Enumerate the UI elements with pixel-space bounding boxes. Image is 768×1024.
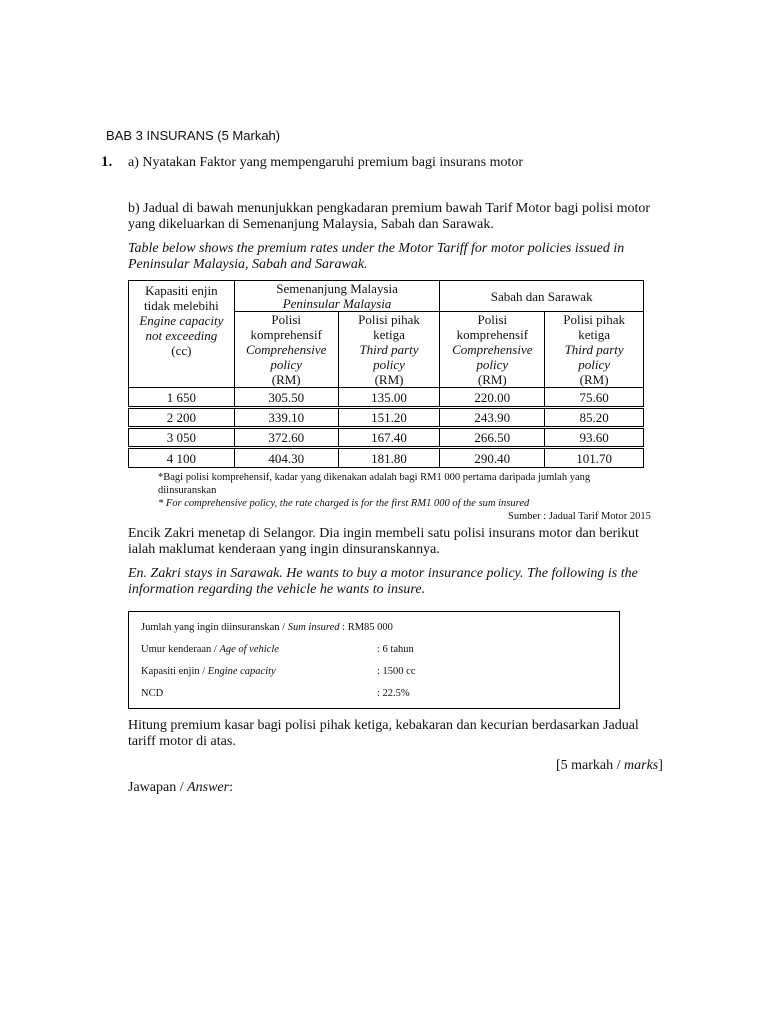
sabah-sarawak-comprehensive-header: Polisi komprehensif Comprehensive policy (RM) xyxy=(440,312,545,388)
instruction: Hitung premium kasar bagi polisi pihak ketiga, kebakaran dan kecurian berdasarkan Jadual tariff motor di atas. xyxy=(128,718,639,749)
engine-capacity-header: Kapasiti enjin tidak melebihi Engine capacity not exceeding (cc) xyxy=(129,281,235,388)
table-row: 2 200 339.10 151.20 243.90 85.20 xyxy=(129,408,644,428)
peninsular-header: Semenanjung Malaysia Peninsular Malaysia xyxy=(234,281,440,312)
sabah-sarawak-third-party-header: Polisi pihak ketiga Third party policy (RM) xyxy=(545,312,644,388)
table-row: 4 100 404.30 181.80 290.40 101.70 xyxy=(129,448,644,468)
part-b-intro-ms: b) Jadual di bawah menunjukkan pengkadaran premium bawah Tarif Motor bagi polisi motor yang dikeluarkan di Semenanjung Malaysia, Sabah dan Sarawak. xyxy=(128,201,651,232)
scenario-ms: Encik Zakri menetap di Selangor. Dia ingin membeli satu polisi insurans motor dan berikut ialah maklumat kenderaan yang ingin dinsuranskannya. xyxy=(128,526,639,557)
scenario-en: En. Zakri stays in Sarawak. He wants to buy a motor insurance policy. The following is the information regarding the vehicle he wants to insure. xyxy=(128,566,638,597)
marks-label: [5 markah / marks] xyxy=(556,758,663,773)
vehicle-info-box: Jumlah yang ingin diinsuranskan / Sum insured : RM85 000 Umur kenderaan / Age of vehicle : 6 tahun Kapasiti enjin / Engine capacity : 1500 cc NCD : 22.5% xyxy=(128,611,620,709)
table-row: 3 050 372.60 167.40 266.50 93.60 xyxy=(129,428,644,448)
answer-label: Jawapan / Answer: xyxy=(128,780,233,795)
footnote-ms: *Bagi polisi komprehensif, kadar yang dikenakan adalah bagi RM1 000 pertama daripada jumlah yang diinsuranskan xyxy=(158,472,591,496)
part-a-question: a) Nyatakan Faktor yang mempengaruhi premium bagi insurans motor xyxy=(128,155,524,170)
table-row: 1 650 305.50 135.00 220.00 75.60 xyxy=(129,388,644,408)
peninsular-comprehensive-header: Polisi komprehensif Comprehensive policy (RM) xyxy=(234,312,338,388)
sabah-sarawak-header: Sabah dan Sarawak xyxy=(440,281,644,312)
section-heading: BAB 3 INSURANS (5 Markah) xyxy=(106,128,281,143)
premium-rate-table xyxy=(128,280,644,468)
peninsular-third-party-header: Polisi pihak ketiga Third party policy (RM) xyxy=(338,312,440,388)
part-b-intro-en: Table below shows the premium rates under the Motor Tariff for motor policies issued in Peninsular Malaysia, Sabah and Sarawak. xyxy=(128,241,625,272)
table-source: Sumber : Jadual Tarif Motor 2015 xyxy=(508,511,651,522)
footnote-en: * For comprehensive policy, the rate charged is for the first RM1 000 of the sum insured xyxy=(158,498,530,509)
question-number: 1. xyxy=(101,154,113,170)
